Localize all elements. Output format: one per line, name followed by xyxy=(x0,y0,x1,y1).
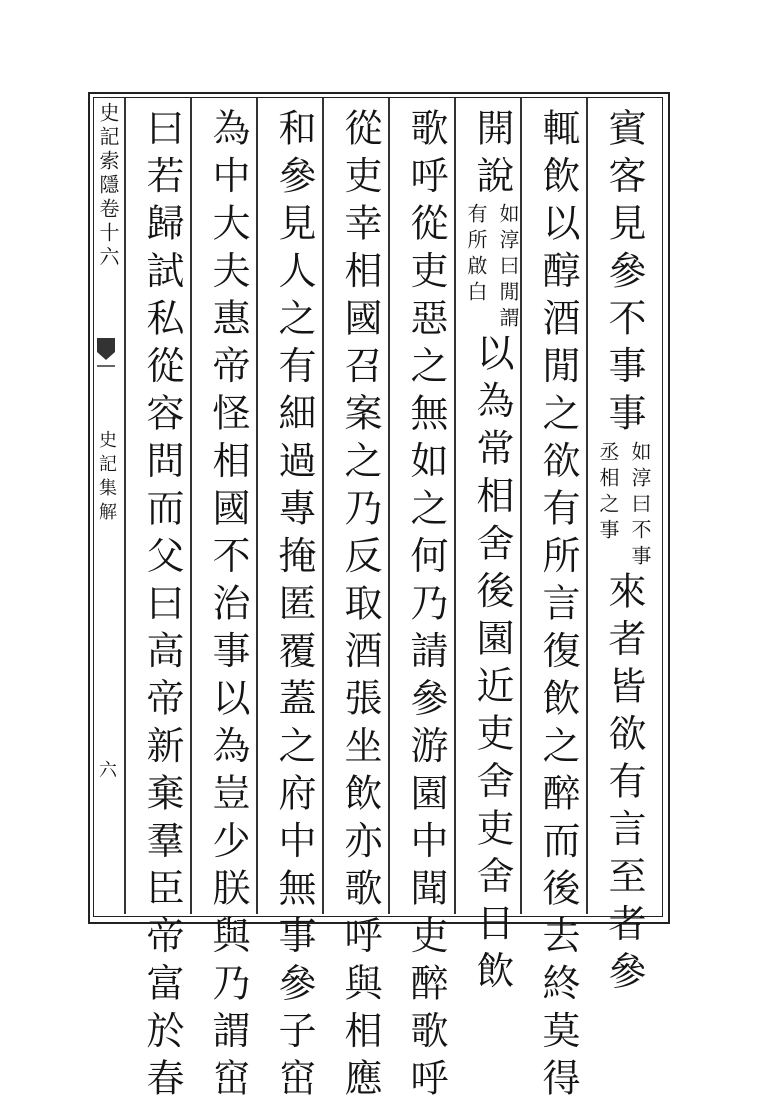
column-rule xyxy=(190,98,192,914)
annotation-line-1: 如淳曰不事 xyxy=(628,440,652,571)
column-7-main: 為中大夫惠帝怪相國不治事以為豈少朕與乃謂窋 xyxy=(206,108,250,1106)
margin-book-title: 史記索隱卷十六 xyxy=(96,102,120,270)
annotation-line-2: 有所啟白 xyxy=(464,203,488,307)
column-5-main: 從吏幸相國召案之乃反取酒張坐飲亦歌呼與相應 xyxy=(338,108,382,1106)
text-column-7 xyxy=(202,108,254,1106)
leaf-number: 六 xyxy=(96,760,117,778)
text-column-3 xyxy=(466,108,518,998)
margin-section-title: 史記集解 xyxy=(96,430,117,526)
text-column-6 xyxy=(268,108,320,1106)
fishtail-mark xyxy=(96,336,116,374)
column-rule xyxy=(322,98,324,914)
annotation-line-1: 如淳曰閒謂 xyxy=(496,203,520,333)
column-1-main-a: 賓客見參不事事 xyxy=(602,108,646,441)
column-4-main: 歌呼從吏惡之無如之何乃請參游園中聞吏醉歌呼 xyxy=(404,108,448,1106)
column-rule xyxy=(256,98,258,914)
text-column-8 xyxy=(136,108,188,1106)
column-3-main-b: 以為常相舍後園近吏舍吏舍日飲 xyxy=(470,333,514,998)
column-3-main-a: 開說 xyxy=(470,108,514,203)
column-rule xyxy=(124,98,126,914)
text-column-5 xyxy=(334,108,386,1106)
column-8-main: 曰若歸試私從容問而父曰高帝新棄羣臣帝富於春 xyxy=(140,108,184,1106)
text-column-4 xyxy=(400,108,452,1106)
annotation-line-2: 丞相之事 xyxy=(596,440,620,545)
column-6-main: 和參見人之有細過專掩匿覆蓋之府中無事參子窋 xyxy=(272,108,316,1106)
column-1-main-b: 來者皆欲有言至者參 xyxy=(602,570,646,998)
column-2-main: 輒飲以醇酒閒之欲有所言復飲之醉而後去終莫得 xyxy=(536,108,580,1106)
